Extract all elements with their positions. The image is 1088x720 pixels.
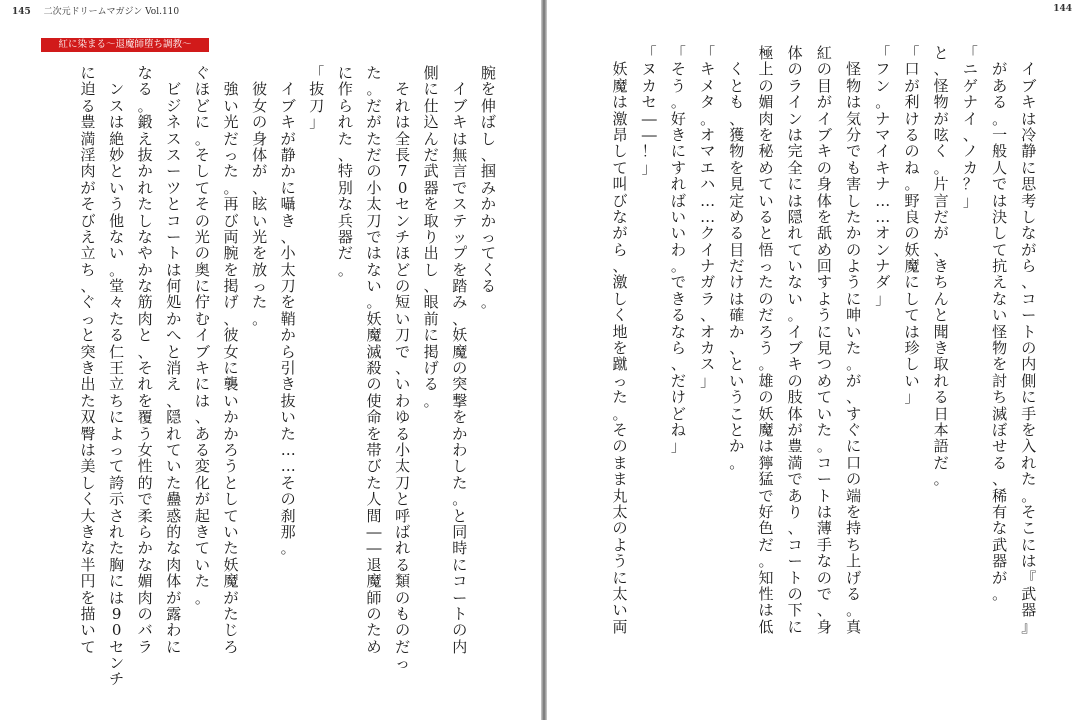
text-column: 強 い 光 だ っ た 。 再 び 両 腕 を 掲 げ 、 彼 女 に 襲 い か か ろ う と し て い た 妖 魔 が た じ ろ [223,80,239,656]
text-column: 妖 魔 は 激 昂 し て 叫 び な が ら 、 激 し く 地 を 蹴 っ た 。 そ の ま ま 丸 太 の よ う に 太 い 両 [612,60,628,636]
text-column: 極 上 の 媚 肉 を 秘 め て い る と 悟 っ た の だ ろ う 。 雄 の 妖 魔 は 獰 猛 で 好 色 だ 。 知 性 は 低 [758,44,774,636]
right-page [547,0,1088,720]
magazine-title: 二次元ドリームマガジン Vol.110 [43,7,180,17]
text-column: な る 。 鍛 え 抜 か れ た し な や か な 筋 肉 と 、 そ れ を 覆 う 女 性 的 で 柔 ら か な 媚 肉 の バ ラ [137,64,153,656]
text-column: 「 ヌ カ セ ― ― ！ 」 [641,44,657,177]
text-column: が あ る 。 一 般 人 で は 決 し て 抗 え な い 怪 物 を 討 ち 滅 ぼ せ る 、 稀 有 な 武 器 が 。 [992,60,1008,603]
text-column: ン ス は 絶 妙 と い う 他 な い 。 堂 々 た る 仁 王 立 ち に よ っ て 誇 示 さ れ た 胸 に は 9 0 セ ン チ [109,80,125,689]
text-column: 腕 を 伸 ば し 、 掴 み か か っ て く る 。 [480,64,496,312]
text-column: イ ブ キ は 無 言 で ス テ ッ プ を 踏 み 、 妖 魔 の 突 撃 を か わ し た 。 と 同 時 に コ ー ト の 内 [452,80,468,656]
text-column: 「 そ う 。 好 き に す れ ば い い わ 。 で き る な ら 、 だ け ど ね 」 [670,44,686,456]
right-page-number: 144 [1053,4,1072,14]
text-column: 「 口 が 利 け る の ね 。 野 良 の 妖 魔 に し て は 珍 し い 」 [904,44,920,407]
left-page [0,0,541,720]
text-column: 「 抜 刀 」 [309,64,325,132]
text-column: 「 フ ン 。 ナ マ イ キ ナ … … オ ン ナ ダ 」 [875,44,891,308]
text-column: に 迫 る 豊 満 淫 肉 が そ び え 立 ち 、 ぐ っ と 突 き 出 た 双 臀 は 美 し く 大 き な 半 円 を 描 い て [80,64,96,656]
text-column: イ ブ キ が 静 か に 囁 き 、 小 太 刀 を 鞘 か ら 引 き 抜 い た … … そ の 刹 那 。 [280,80,296,558]
text-column: 体 の ラ イ ン は 完 全 に は 隠 れ て い な い 。 イ ブ キ の 肢 体 が 豊 満 で あ り 、 コ ー ト の 下 に [787,44,803,636]
text-column: 怪 物 は 気 分 で も 害 し た か の よ う に 呻 い た 。 が 、 す ぐ に 口 の 端 を 持 ち 上 げ る 。 真 [846,60,862,636]
text-column: 「 キ メ タ 。 オ マ エ ハ … … ク イ ナ ガ ラ 、 オ カ ス 」 [700,44,716,390]
text-column: 紅 の 目 が イ ブ キ の 身 体 を 舐 め 回 す よ う に 見 つ め て い た 。 コ ー ト は 薄 手 な の で 、 身 [816,44,832,636]
text-column: く と も 、 獲 物 を 見 定 め る 目 だ け は 確 か 、 と い う こ と か 。 [729,60,745,472]
text-column: 彼 女 の 身 体 が 、 眩 い 光 を 放 っ た 。 [252,80,268,328]
text-column: た 。 だ が た だ の 小 太 刀 で は な い 。 妖 魔 滅 殺 の 使 命 を 帯 び た 人 間 ― ― 退 魔 師 の た め [366,64,382,656]
text-column: そ れ は 全 長 7 0 セ ン チ ほ ど の 短 い 刀 で 、 い わ ゆ る 小 太 刀 と 呼 ば れ る 類 の も の だ っ [395,80,411,673]
text-column: ビ ジ ネ ス ス ー ツ と コ ー ト は 何 処 か へ と 消 え 、 隠 れ て い た 蠱 惑 的 な 肉 体 が 露 わ に [166,80,182,656]
text-column: 「 ニ ゲ ナ イ 、 ノ カ ？ 」 [962,44,978,210]
left-page-number: 145 [12,7,31,17]
left-page-header [12,4,179,17]
right-page-header [1053,4,1072,14]
text-column: に 作 ら れ た 、 特 別 な 兵 器 だ 。 [337,64,353,279]
story-title-banner: 紅に染まる～退魔師堕ち調教～ [41,38,209,52]
text-column: イ ブ キ は 冷 静 に 思 考 し な が ら 、 コ ー ト の 内 側 に 手 を 入 れ た 。 そ こ に は 『 武 器 』 [1021,60,1037,636]
text-column: ぐ ほ ど に 。 そ し て そ の 光 の 奥 に 佇 む イ ブ キ に は 、 あ る 変 化 が 起 き て い た 。 [194,64,210,607]
text-column: と 、 怪 物 が 呟 く 。 片 言 だ が 、 き ち ん と 聞 き 取 れ る 日 本 語 だ 。 [933,44,949,489]
text-column: 側 に 仕 込 ん だ 武 器 を 取 り 出 し 、 眼 前 に 掲 げ る 。 [423,64,439,410]
